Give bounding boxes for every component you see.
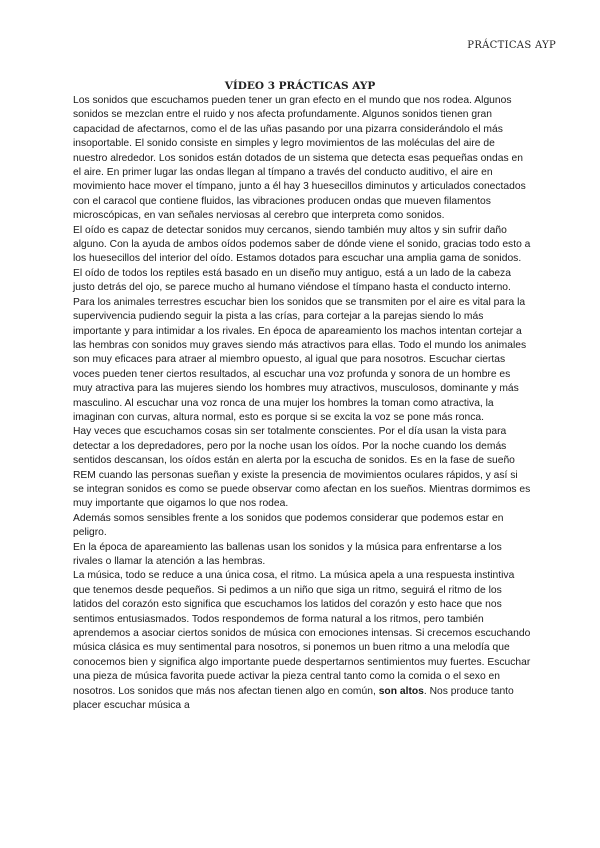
paragraph-6: En la época de apareamiento las ballenas usan los sonidos y la música para enfrentarse a los rivales o llamar la atención a las hembras. [73,541,502,567]
paragraph-5: Además somos sensibles frente a los sonidos que podemos considerar que podemos estar en peligro. [73,512,504,539]
paragraph-3: El oído de todos los reptiles está basado en un diseño muy antiguo, está a un lado de la cabeza justo detrás del ojo, se parece mucho al humano viéndose el tímpano hasta el conducto interno. Para los animales terrestres escuchar bien los sonidos que se transmiten por el aire es vital para la supervivencia pudiendo seguir la pista a las crías, para cortejar a la parejas siendo lo más importante y para intimidar a los rivales. En época de apareamiento los machos intentan cortejar a las hembras con sonidos muy graves siendo más atractivos para ellas. Todo el mundo los animales son muy eficaces para atraer al miembro opuesto, al igual que para nosotros. Escuchar ciertas voces pueden tener ciertos resultados, al escuchar una voz profunda y sonora de un hombre es muy atractiva para las mujeres siendo los hombres muy atractivos, musculosos, dominante y más masculino. Al escuchar una voz ronca de una mujer los hombres la toman como atractiva, la imaginan con curvas, altura normal, esto es porque si se excita la voz se pone más ronca. [73,267,527,423]
paragraph-7-text: La música, todo se reduce a una única cosa, el ritmo. La música apela a una respuesta instintiva que tenemos desde pequeños. Si pedimos a un niño que siga un ritmo, seguirá el ritmo de los latidos del corazón esto significa que escuchamos los latidos del corazón y esto hace que nos sentimos entusiasmados. Todos respondemos de forma natural a los ritmos, pero también aprendemos a asociar ciertos sonidos de música con emociones intensas. Si crecemos escuchando música clásica es muy sentimental para nosotros, si ponemos un buen ritmo a una melodía que conocemos bien y significa algo importante puede despertarnos sentimientos muy fuertes. Escuchar una pieza de música favorita puede activar la pieza central tanto como la comida o el sexo en nosotros. Los sonidos que más nos afectan tienen algo en común, [73,570,531,697]
document-body [73,94,531,713]
page-header: PRÁCTICAS AYP [467,40,556,51]
paragraph-2: El oído es capaz de detectar sonidos muy cercanos, siendo también muy altos y sin sufrir daño alguno. Con la ayuda de ambos oídos podemos saber de dónde viene el sonido, gracias todo esto a los huesecillos del interior del oído. Estamos dotados para escuchar una amplia gama de sonidos. [73,224,531,265]
paragraph-1: Los sonidos que escuchamos pueden tener un gran efecto en el mundo que nos rodea. Algunos sonidos se mezclan entre el ruido y nos afecta profundamente. Algunos sonidos tienen gran capacidad de afectarnos, como el de las uñas pasando por una pizarra considerándolo el más insoportable. El sonido consiste en simples y legro movimientos de las moléculas del aire de nuestro alrededor. Los sonidos están dotados de un sistema que detecta esas pequeñas ondas en el aire. En primer lugar las ondas llegan al tímpano a través del conducto auditivo, el aire en movimiento hace mover el tímpano, junto a él hay 3 huesecillos diminutos y articulados conectados con el caracol que contiene fluidos, las vibraciones producen ondas que mueven filamentos microscópicas, en van señales nerviosas al cerebro que interpreta como sonidos. [73,95,526,222]
document-title: VÍDEO 3 PRÁCTICAS AYP [224,80,376,92]
paragraph-7 [73,569,531,713]
paragraph-7-tail: . Nos produce tanto placer escuchar música a [73,685,514,712]
paragraph-4: Hay veces que escuchamos cosas sin ser totalmente conscientes. Por el día usan la vista para detectar a los depredadores, pero por la noche usan los oídos. Por la noche cuando los demás sentidos descansan, los oídos están en alerta por la escucha de sonidos. Es en la fase de sueño REM cuando las personas sueñan y existe la presencia de movimientos oculares rápidos, y así si se integran sonidos es como se puede observar como afectan en los sueños. Mientras dormimos es muy importante que oigamos lo que nos rodea. [73,426,531,510]
bold-phrase: son altos [378,685,424,697]
